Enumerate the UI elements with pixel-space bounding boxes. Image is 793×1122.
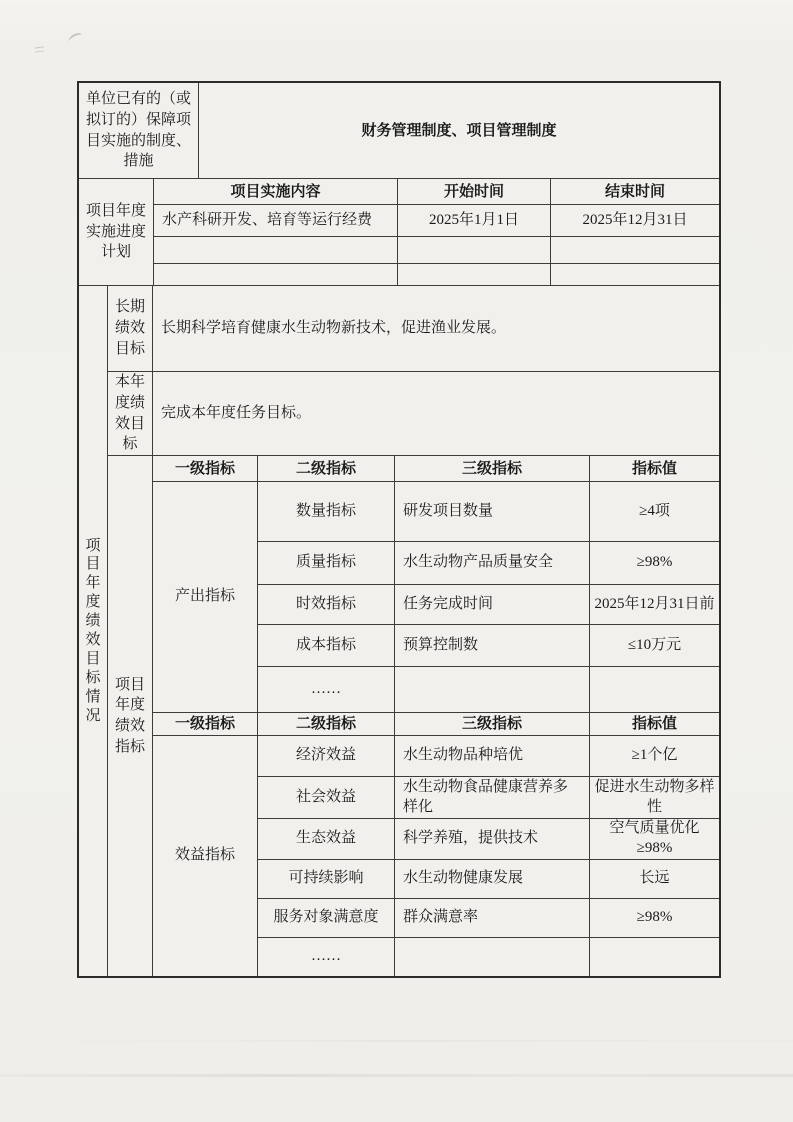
indicator-level2: 质量指标 xyxy=(258,542,394,584)
indicator-level3 xyxy=(395,938,589,976)
indicator-group-output: 产出指标 xyxy=(153,482,257,712)
schedule-cell-start xyxy=(398,237,550,263)
annual-goal-label: 本年度绩效目标 xyxy=(108,372,152,455)
annual-goal-value: 完成本年度任务目标。 xyxy=(153,372,719,455)
scan-smudge xyxy=(67,32,84,46)
indicator-value xyxy=(590,667,719,712)
performance-label-vertical: 项目年度绩效目标情况 xyxy=(79,286,107,976)
schedule-cell-end xyxy=(551,237,719,263)
indicator-header-level1: 一级指标 xyxy=(153,713,257,735)
indicator-header-level3: 三级指标 xyxy=(395,713,589,735)
indicator-value: 长远 xyxy=(590,860,719,898)
indicator-level2: 成本指标 xyxy=(258,625,394,666)
paper-crease xyxy=(0,1074,793,1077)
indicator-level2: 服务对象满意度 xyxy=(258,899,394,937)
indicator-level2: 数量指标 xyxy=(258,482,394,541)
schedule-cell-end xyxy=(551,264,719,285)
paper-crease xyxy=(0,1040,793,1042)
indicator-group-benefit: 效益指标 xyxy=(153,736,257,976)
indicator-level3: 水生动物食品健康营养多样化 xyxy=(395,777,589,818)
indicator-level3: 科学养殖，提供技术 xyxy=(395,819,589,859)
indicator-header-value: 指标值 xyxy=(590,713,719,735)
indicator-level3: 群众满意率 xyxy=(395,899,589,937)
schedule-header-end: 结束时间 xyxy=(551,179,719,204)
indicator-ellipsis-row: …… xyxy=(258,667,394,712)
schedule-header-content: 项目实施内容 xyxy=(154,179,397,204)
schedule-cell-end: 2025年12月31日 xyxy=(551,205,719,236)
schedule-cell-content xyxy=(154,264,397,285)
indicator-level3: 预算控制数 xyxy=(395,625,589,666)
indicator-header-level2: 二级指标 xyxy=(258,456,394,481)
indicator-value: 促进水生动物多样性 xyxy=(590,777,719,818)
indicator-level3: 任务完成时间 xyxy=(395,585,589,624)
long-term-goal-value: 长期科学培育健康水生动物新技术，促进渔业发展。 xyxy=(153,286,719,371)
indicator-value xyxy=(590,938,719,976)
indicator-level3 xyxy=(395,667,589,712)
long-term-goal-label: 长期绩效目标 xyxy=(108,286,152,371)
indicator-header-level2: 二级指标 xyxy=(258,713,394,735)
schedule-cell-start: 2025年1月1日 xyxy=(398,205,550,236)
section-schedule xyxy=(79,179,719,285)
indicator-level2: 经济效益 xyxy=(258,736,394,776)
schedule-header-start: 开始时间 xyxy=(398,179,550,204)
indicator-level2: 社会效益 xyxy=(258,777,394,818)
indicator-header-level1: 一级指标 xyxy=(153,456,257,481)
institutions-value: 财务管理制度、项目管理制度 xyxy=(199,83,719,178)
indicator-header-value: 指标值 xyxy=(590,456,719,481)
indicator-value: ≥98% xyxy=(590,899,719,937)
indicator-value: ≥1个亿 xyxy=(590,736,719,776)
scan-smudge xyxy=(35,46,45,52)
indicator-ellipsis-row: …… xyxy=(258,938,394,976)
schedule-cell-content: 水产科研开发、培育等运行经费 xyxy=(154,205,397,236)
indicator-level2: 时效指标 xyxy=(258,585,394,624)
indicator-value: ≥98% xyxy=(590,542,719,584)
indicator-level3: 水生动物品种培优 xyxy=(395,736,589,776)
schedule-label: 项目年度实施进度计划 xyxy=(79,179,153,285)
indicator-value: 空气质量优化≥98% xyxy=(590,819,719,859)
indicator-value: ≤10万元 xyxy=(590,625,719,666)
section-institutions xyxy=(79,83,719,178)
indicator-level3: 水生动物健康发展 xyxy=(395,860,589,898)
schedule-cell-start xyxy=(398,264,550,285)
indicator-value: 2025年12月31日前 xyxy=(590,585,719,624)
performance-target-table xyxy=(77,81,721,978)
indicator-value: ≥4项 xyxy=(590,482,719,541)
institutions-label: 单位已有的（或拟订的）保障项目实施的制度、措施 xyxy=(79,83,198,178)
indicator-level2: 生态效益 xyxy=(258,819,394,859)
indicator-level3: 水生动物产品质量安全 xyxy=(395,542,589,584)
section-performance xyxy=(79,286,719,976)
schedule-cell-content xyxy=(154,237,397,263)
indicator-header-level3: 三级指标 xyxy=(395,456,589,481)
indicator-level2: 可持续影响 xyxy=(258,860,394,898)
indicator-level3: 研发项目数量 xyxy=(395,482,589,541)
indicators-label: 项目年度绩效指标 xyxy=(108,456,152,976)
